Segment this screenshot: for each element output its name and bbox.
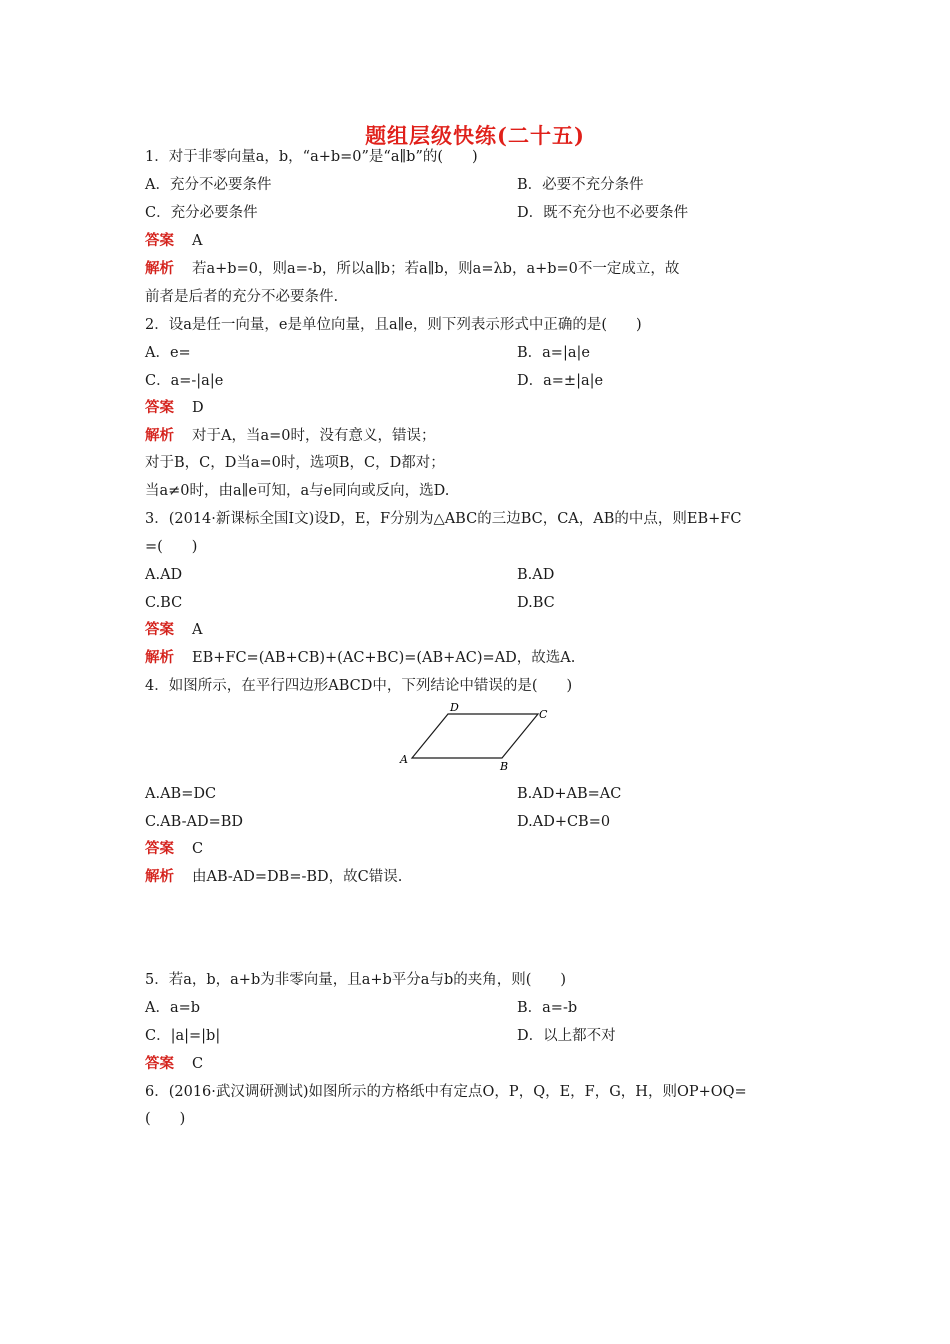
q1-stem: 1．对于非零向量a，b，“a+b=0”是“a∥b”的( )	[145, 149, 478, 165]
q5-stem: 5．若a，b，a+b为非零向量，且a+b平分a与b的夹角，则( )	[145, 972, 567, 988]
parallelogram-figure	[396, 700, 556, 772]
q2-analysis-2: 对于B，C，D当a=0时，选项B，C，D都对；	[145, 455, 445, 471]
q1-option-b: B．必要不充分条件	[517, 177, 644, 193]
q4-analysis-1: 由AB-AD=DB=-BD，故C错误.	[192, 869, 403, 885]
q1-analysis-2: 前者是后者的充分不必要条件.	[145, 289, 339, 305]
q3-option-b: B.AD	[517, 567, 555, 583]
answer-label: 答案	[145, 840, 174, 857]
q3-analysis-row	[145, 647, 575, 669]
q3-analysis-1: EB+FC=(AB+CB)+(AC+BC)=(AB+AC)=AD，故选A.	[192, 650, 576, 666]
q1-option-d: D．既不充分也不必要条件	[517, 205, 689, 221]
page-title: 题组层级快练(二十五)	[365, 123, 585, 148]
q1-analysis-1: 若a+b=0，则a=-b，所以a∥b；若a∥b，则a=λb，a+b=0不一定成立，故	[192, 261, 680, 277]
analysis-label: 解析	[145, 868, 174, 885]
q4-option-c: C.AB-AD=BD	[145, 814, 244, 830]
answer-label: 答案	[145, 399, 174, 416]
q2-option-d: D．a=±|a|e	[517, 373, 604, 389]
analysis-label: 解析	[145, 260, 174, 277]
q2-option-a: A．e=	[145, 345, 191, 361]
q5-option-c: C．|a|=|b|	[145, 1028, 221, 1044]
q5-option-a: A．a=b	[145, 1000, 201, 1016]
q4-option-a: A.AB=DC	[145, 786, 217, 802]
q1-option-c: C．充分必要条件	[145, 205, 258, 221]
q4-answer-row	[145, 838, 203, 860]
q2-option-b: B．a=|a|e	[517, 345, 590, 361]
q4-option-b: B.AD+AB=AC	[517, 786, 622, 802]
q6-stem-2: ( )	[145, 1111, 186, 1127]
answer-label: 答案	[145, 1055, 174, 1072]
q1-analysis-row	[145, 258, 679, 280]
q3-answer-row	[145, 619, 202, 641]
vertex-label-a: A	[400, 753, 408, 766]
q1-answer: A	[192, 233, 203, 249]
q2-analysis-3: 当a≠0时，由a∥e可知，a与e同向或反向，选D.	[145, 483, 450, 499]
q2-option-c: C．a=-|a|e	[145, 373, 224, 389]
q2-analysis-1: 对于A，当a=0时，没有意义，错误；	[192, 428, 436, 444]
analysis-label: 解析	[145, 427, 174, 444]
q3-option-d: D.BC	[517, 595, 555, 611]
vertex-label-d: D	[450, 701, 459, 714]
q3-answer: A	[192, 622, 203, 638]
answer-label: 答案	[145, 232, 174, 249]
analysis-label: 解析	[145, 649, 174, 666]
q6-stem-1: 6．(2016·武汉调研测试)如图所示的方格纸中有定点O，P，Q，E，F，G，H，则OP+OQ=	[145, 1084, 747, 1100]
q3-option-c: C.BC	[145, 595, 183, 611]
q2-answer-row	[145, 397, 204, 419]
q1-answer-row	[145, 230, 202, 252]
q2-stem: 2．设a是任一向量，e是单位向量，且a∥e，则下列表示形式中正确的是( )	[145, 317, 642, 333]
q3-option-a: A.AD	[145, 567, 183, 583]
q1-option-a: A．充分不必要条件	[145, 177, 272, 193]
q2-answer: D	[192, 400, 204, 416]
q3-stem-1: 3．(2014·新课标全国Ⅰ文)设D，E，F分别为△ABC的三边BC，CA，AB的中点，则EB+FC	[145, 511, 742, 527]
q2-analysis-row	[145, 425, 436, 447]
vertex-label-b: B	[500, 760, 509, 772]
q4-stem: 4．如图所示，在平行四边形ABCD中，下列结论中错误的是( )	[145, 678, 573, 694]
answer-label: 答案	[145, 621, 174, 638]
vertex-label-c: C	[539, 708, 548, 721]
q4-answer: C	[192, 841, 204, 857]
q5-answer: C	[192, 1056, 204, 1072]
q5-option-b: B．a=-b	[517, 1000, 578, 1016]
q4-analysis-row	[145, 866, 402, 888]
parallelogram-abcd	[412, 714, 538, 758]
q5-option-d: D．以上都不对	[517, 1028, 616, 1044]
q3-stem-2: =( )	[145, 539, 198, 555]
q4-option-d: D.AD+CB=0	[517, 814, 611, 830]
q5-answer-row	[145, 1053, 203, 1075]
